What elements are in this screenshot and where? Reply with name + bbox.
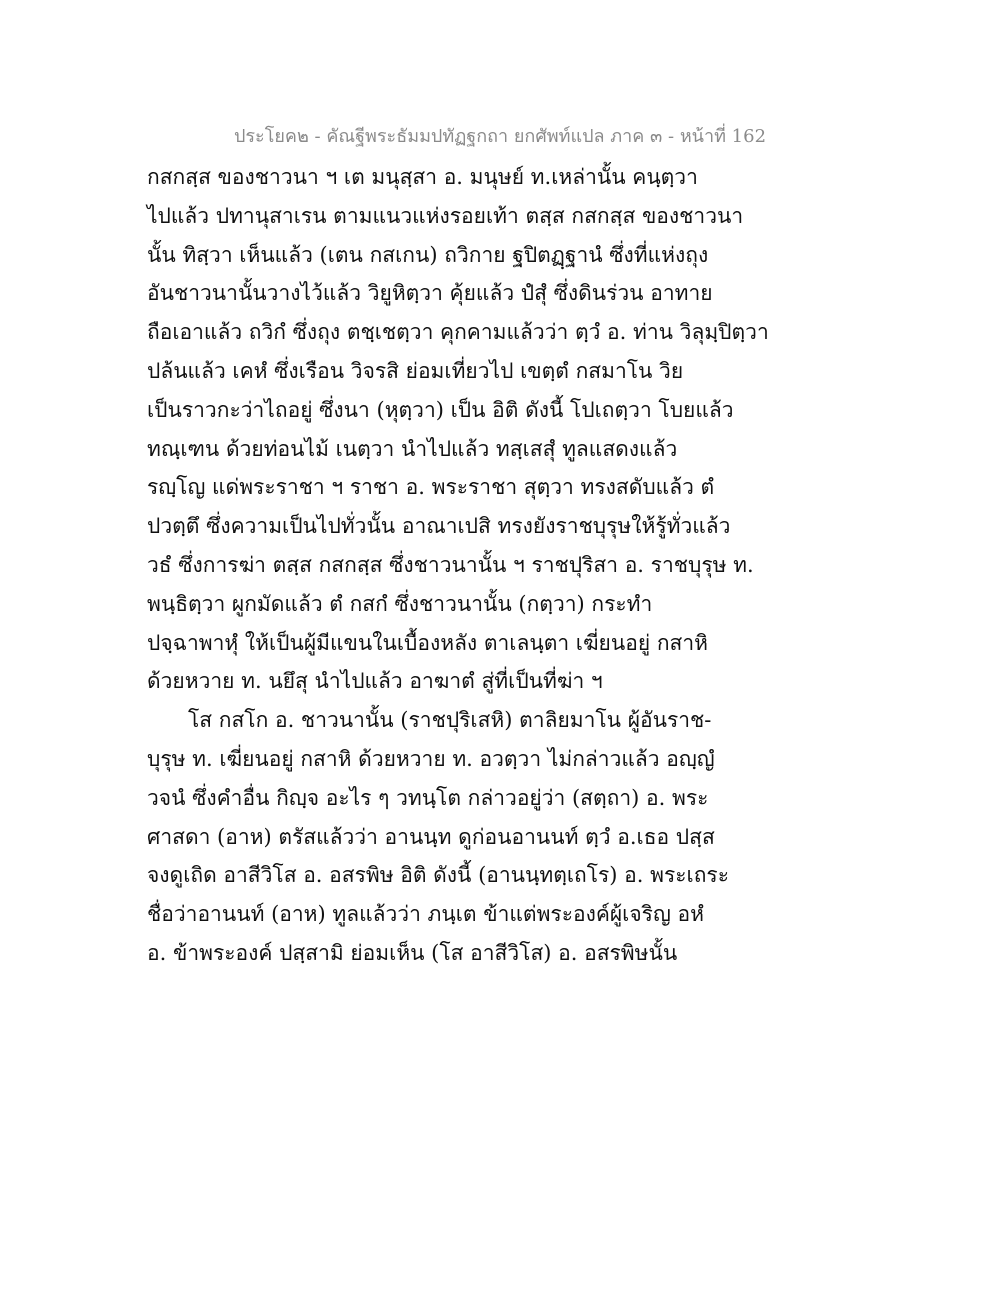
text-line: ปล้นแล้ว เคหํ ซึ่งเรือน วิจรสิ ย่อมเที่ยวไป เขตฺตํ กสมาโน วิย (147, 358, 684, 383)
text-line: เป็นราวกะว่าไถอยู่ ซึ่งนา (หุตฺวา) เป็น อิติ ดังนี้ โปเถตฺวา โบยแล้ว (147, 397, 734, 422)
text-line: บุรุษ ท. เฆี่ยนอยู่ กสาหิ ด้วยหวาย ท. อวตฺวา ไม่กล่าวแล้ว อญฺญํ (147, 746, 715, 771)
page-body (147, 158, 867, 973)
text-line: ปจฺฉาพาหุํ ให้เป็นผู้มีแขนในเบื้องหลัง ตาเลนฺตา เฆี่ยนอยู่ กสาหิ (147, 630, 708, 655)
text-line: วธํ ซึ่งการฆ่า ตสฺส กสกสฺส ซึ่งชาวนานั้น ฯ ราชปุริสา อ. ราชบุรุษ ท. (147, 552, 754, 577)
text-line: พนฺธิตฺวา ผูกมัดแล้ว ตํ กสกํ ซึ่งชาวนานั้น (กตฺวา) กระทำ (147, 591, 653, 616)
text-line: ทณฺเฑน ด้วยท่อนไม้ เนตฺวา นำไปแล้ว ทสฺเสสุํ ทูลแสดงแล้ว (147, 436, 678, 461)
page-header: ประโยค๒ - คัณฐีพระธัมมปทัฏฐกถา ยกศัพท์แปล ภาค ๓ - หน้าที่ 162 (233, 126, 767, 147)
paragraph-start-line: โส กสโก อ. ชาวนานั้น (ราชปุริเสหิ) ตาลิยมาโน ผู้อันราช- (188, 708, 712, 733)
text-line: กสกสฺส ของชาวนา ฯ เต มนุสฺสา อ. มนุษย์ ท.เหล่านั้น คนฺตฺวา (147, 165, 698, 189)
text-line: ปวตฺตึ ซึ่งความเป็นไปทั่วนั้น อาณาเปสิ ทรงยังราชบุรุษให้รู้ทั่วแล้ว (147, 514, 731, 539)
text-line: นั้น ทิสฺวา เห็นแล้ว (เตน กสเกน) ถวิกาย ฐปิตฏฺฐานํ ซึ่งที่แห่งถุง (147, 242, 709, 267)
text-line: อ. ข้าพระองค์ ปสฺสามิ ย่อมเห็น (โส อาสีวิโส) อ. อสรพิษนั้น (147, 940, 678, 965)
text-line: ศาสดา (อาห) ตรัสแล้วว่า อานนฺท ดูก่อนอานนท์ ตฺวํ อ.เธอ ปสฺส (147, 824, 715, 849)
text-line: วจนํ ซึ่งคำอื่น กิญฺจ อะไร ๆ วทนฺโต กล่าวอยู่ว่า (สตฺถา) อ. พระ (147, 785, 709, 810)
text-line: ด้วยหวาย ท. นยึสุ นำไปแล้ว อาฆาตํ สู่ที่เป็นที่ฆ่า ฯ (147, 669, 603, 694)
text-line: จงดูเถิด อาสีวิโส อ. อสรพิษ อิติ ดังนี้ (อานนฺทตฺเถโร) อ. พระเถระ (147, 863, 729, 888)
text-line: ชื่อว่าอานนท์ (อาห) ทูลแล้วว่า ภนฺเต ข้าแต่พระองค์ผู้เจริญ อหํ (147, 902, 704, 927)
text-line: อันชาวนานั้นวางไว้แล้ว วิยูหิตฺวา คุ้ยแล้ว ปํสุํ ซึ่งดินร่วน อาทาย (147, 281, 713, 306)
text-line: ไปแล้ว ปทานุสาเรน ตามแนวแห่งรอยเท้า ตสฺส กสกสฺส ของชาวนา (147, 203, 744, 228)
text-line: ถือเอาแล้ว ถวิกํ ซึ่งถุง ตชฺเชตฺวา คุกคามแล้วว่า ตฺวํ อ. ท่าน วิลุมฺปิตฺวา (147, 320, 769, 345)
text-line: รญฺโญ แด่พระราชา ฯ ราชา อ. พระราชา สุตฺวา ทรงสดับแล้ว ตํ (147, 475, 715, 500)
